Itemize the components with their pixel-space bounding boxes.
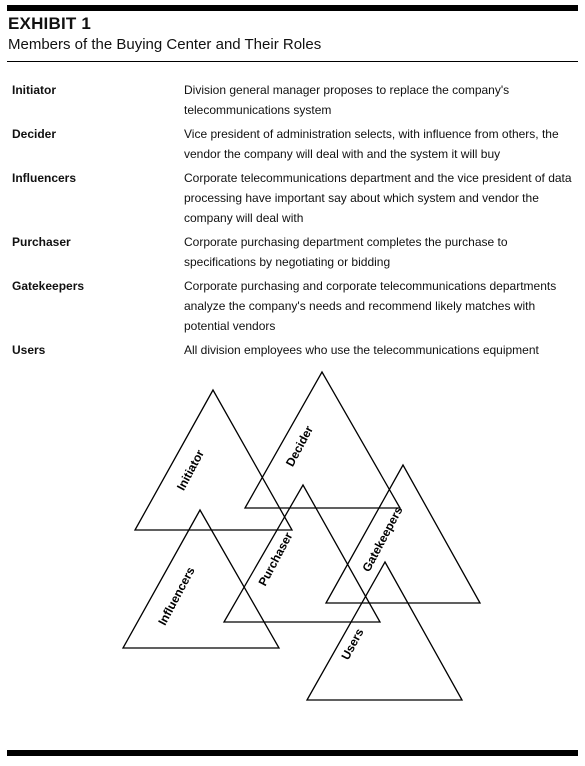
- exhibit-title: EXHIBIT 1: [8, 14, 92, 33]
- triangle-label-gatekeepers: Gatekeepers: [359, 504, 406, 575]
- role-description: Vice president of administration selects, with influence from others, the vendor the company will deal with and the system it will buy: [184, 127, 559, 161]
- exhibit-subtitle: Members of the Buying Center and Their Roles: [8, 36, 322, 53]
- triangle-influencers: [123, 510, 279, 648]
- role-name: Purchaser: [12, 235, 71, 249]
- role-name: Decider: [12, 127, 57, 141]
- role-description: All division employees who use the telecommunications equipment: [184, 343, 539, 357]
- role-description: Division general manager proposes to replace the company's telecommunications system: [184, 83, 510, 117]
- triangle-label-influencers: Influencers: [155, 564, 198, 628]
- role-description: Corporate telecommunications department and the vice president of data processing have important say about which system and vendor the company will deal with: [184, 171, 572, 225]
- triangle-label-initiator: Initiator: [173, 447, 207, 493]
- triangle-users: [307, 562, 462, 700]
- role-name: Influencers: [12, 171, 77, 185]
- role-name: Gatekeepers: [12, 279, 85, 293]
- triangle-label-purchaser: Purchaser: [255, 529, 296, 589]
- triangle-purchaser: [224, 485, 380, 622]
- triangle-label-users: Users: [338, 626, 367, 663]
- triangle-label-decider: Decider: [282, 423, 316, 469]
- bottom-rule: [7, 750, 578, 756]
- role-description: Corporate purchasing department completes the purchase to specifications by negotiating or bidding: [184, 235, 508, 269]
- triangle-gatekeepers: [326, 465, 480, 603]
- role-name: Initiator: [12, 83, 56, 97]
- triangle-initiator: [135, 390, 292, 530]
- role-name: Users: [12, 343, 46, 357]
- role-description: Corporate purchasing and corporate telecommunications departments analyze the company's needs and recommend likely matches with potential vendors: [184, 279, 557, 333]
